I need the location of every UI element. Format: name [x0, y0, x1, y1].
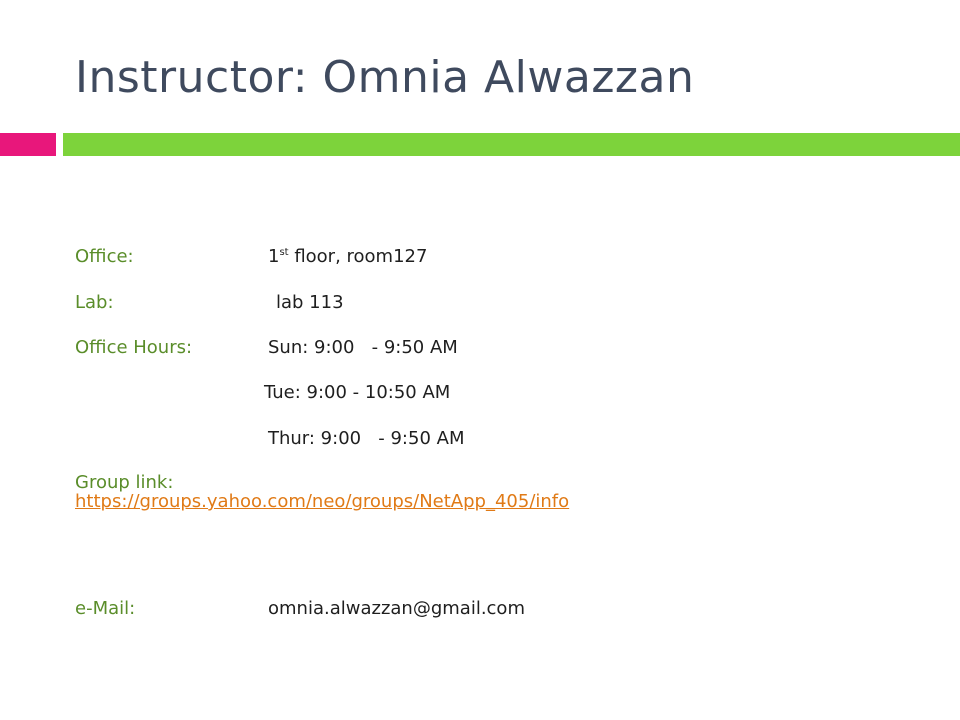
lab-label: Lab:: [75, 292, 114, 313]
office-value: [268, 246, 427, 267]
email-value: omnia.alwazzan@gmail.com: [268, 598, 525, 619]
slide-title: Instructor: Omnia Alwazzan: [75, 52, 695, 103]
office-hours-sun: Sun: 9:00 - 9:50 AM: [268, 337, 458, 358]
office-hours-label: Office Hours:: [75, 337, 193, 358]
accent-bar-pink: [0, 133, 56, 156]
office-floor-suffix: st: [279, 247, 289, 258]
office-floor-room: floor, room127: [288, 246, 428, 267]
group-link-label: Group link:: [75, 472, 174, 493]
group-link-url[interactable]: https://groups.yahoo.com/neo/groups/NetApp_405/info: [75, 491, 570, 512]
lab-value: lab 113: [276, 292, 344, 313]
office-floor-number: 1: [268, 246, 280, 267]
email-label: e-Mail:: [75, 598, 136, 619]
office-label: Office:: [75, 246, 134, 267]
accent-bar-green: [63, 133, 960, 156]
office-hours-tue: Tue: 9:00 - 10:50 AM: [264, 382, 451, 403]
office-hours-thur: Thur: 9:00 - 9:50 AM: [268, 428, 465, 449]
